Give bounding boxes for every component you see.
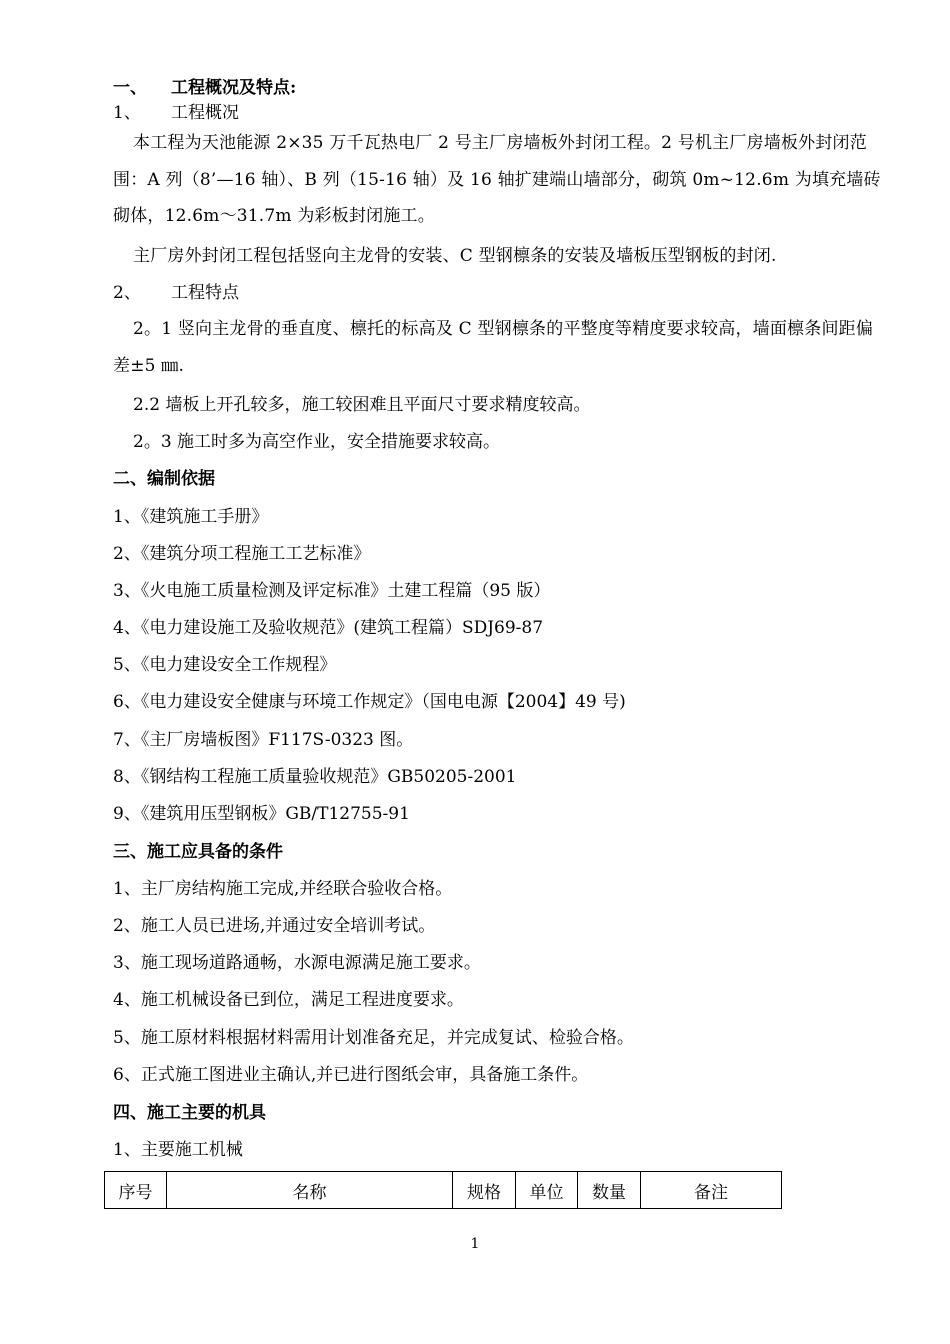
overview-paragraph-1: 本工程为天池能源 2×35 万千瓦热电厂 2 号主厂房墙板外封闭工程。2 号机主厂房墙板外封闭范围：A 列（8’—16 轴）、B 列（15-16 轴）及 16 轴扩建端山墙部分，砌筑 0m~12.6m 为填充墙砖砌体，12.6m～31.7m 为彩板封闭施工。 (113, 133, 881, 226)
section-2-heading: 二、编制依据 (113, 469, 215, 489)
subsection-1-number: 1、 (113, 103, 141, 123)
condition-item-5: 5、施工原材料根据材料需用计划准备充足，并完成复试、检验合格。 (113, 1028, 634, 1048)
condition-item-1: 1、主厂房结构施工完成,并经联合验收合格。 (113, 879, 453, 899)
reference-item-1: 1、《建筑施工手册》 (113, 507, 269, 527)
table-header-cell: 单位 (516, 1172, 578, 1209)
table-header-cell: 规格 (453, 1172, 516, 1209)
table-header-cell: 备注 (641, 1172, 782, 1209)
table-header-cell: 序号 (105, 1172, 167, 1209)
subsection-2-title: 工程特点 (171, 283, 239, 303)
table-header-cell: 名称 (167, 1172, 453, 1209)
condition-item-3: 3、施工现场道路通畅，水源电源满足施工要求。 (113, 953, 481, 973)
feature-item-3: 2。3 施工时多为高空作业，安全措施要求较高。 (133, 432, 501, 452)
reference-item-9: 9、《建筑用压型钢板》GB/T12755-91 (113, 804, 410, 824)
reference-item-5: 5、《电力建设安全工作规程》 (113, 655, 337, 675)
subsection-4-1-heading: 1、主要施工机械 (113, 1140, 243, 1160)
page-number: 1 (470, 1236, 480, 1252)
section-1-title: 工程概况及特点: (171, 78, 297, 98)
reference-item-3: 3、《火电施工质量检测及评定标准》土建工程篇（95 版） (113, 581, 551, 601)
feature-item-1: 2。1 竖向主龙骨的垂直度、檩托的标高及 C 型钢檩条的平整度等精度要求较高，墙面檩条间距偏差±5 ㎜. (113, 319, 874, 376)
reference-item-6: 6、《电力建设安全健康与环境工作规定》（国电电源【2004】49 号) (113, 692, 626, 712)
subsection-2-heading (113, 282, 239, 304)
subsection-1-title: 工程概况 (171, 103, 239, 123)
reference-item-4: 4、《电力建设施工及验收规范》(建筑工程篇）SDJ69-87 (113, 618, 544, 638)
subsection-2-number: 2、 (113, 283, 141, 303)
section-4-heading: 四、施工主要的机具 (113, 1103, 266, 1123)
subsection-1-heading (113, 102, 239, 124)
reference-item-2: 2、《建筑分项工程施工工艺标准》 (113, 544, 371, 564)
reference-item-8: 8、《钢结构工程施工质量验收规范》GB50205-2001 (113, 767, 517, 787)
table-header-cell: 数量 (578, 1172, 641, 1209)
table-header-row (105, 1172, 782, 1209)
equipment-table (104, 1171, 782, 1209)
section-1-heading (113, 77, 296, 99)
feature-item-2: 2.2 墙板上开孔较多，施工较困难且平面尺寸要求精度较高。 (133, 395, 591, 415)
condition-item-4: 4、施工机械设备已到位，满足工程进度要求。 (113, 990, 464, 1010)
section-3-heading: 三、施工应具备的条件 (113, 842, 283, 862)
section-1-number: 一、 (113, 78, 147, 98)
condition-item-6: 6、正式施工图进业主确认,并已进行图纸会审，具备施工条件。 (113, 1065, 589, 1085)
reference-item-7: 7、《主厂房墙板图》F117S-0323 图。 (113, 730, 414, 750)
overview-paragraph-2: 主厂房外封闭工程包括竖向主龙骨的安装、C 型钢檩条的安装及墙板压型钢板的封闭. (133, 246, 777, 266)
condition-item-2: 2、施工人员已进场,并通过安全培训考试。 (113, 916, 436, 936)
